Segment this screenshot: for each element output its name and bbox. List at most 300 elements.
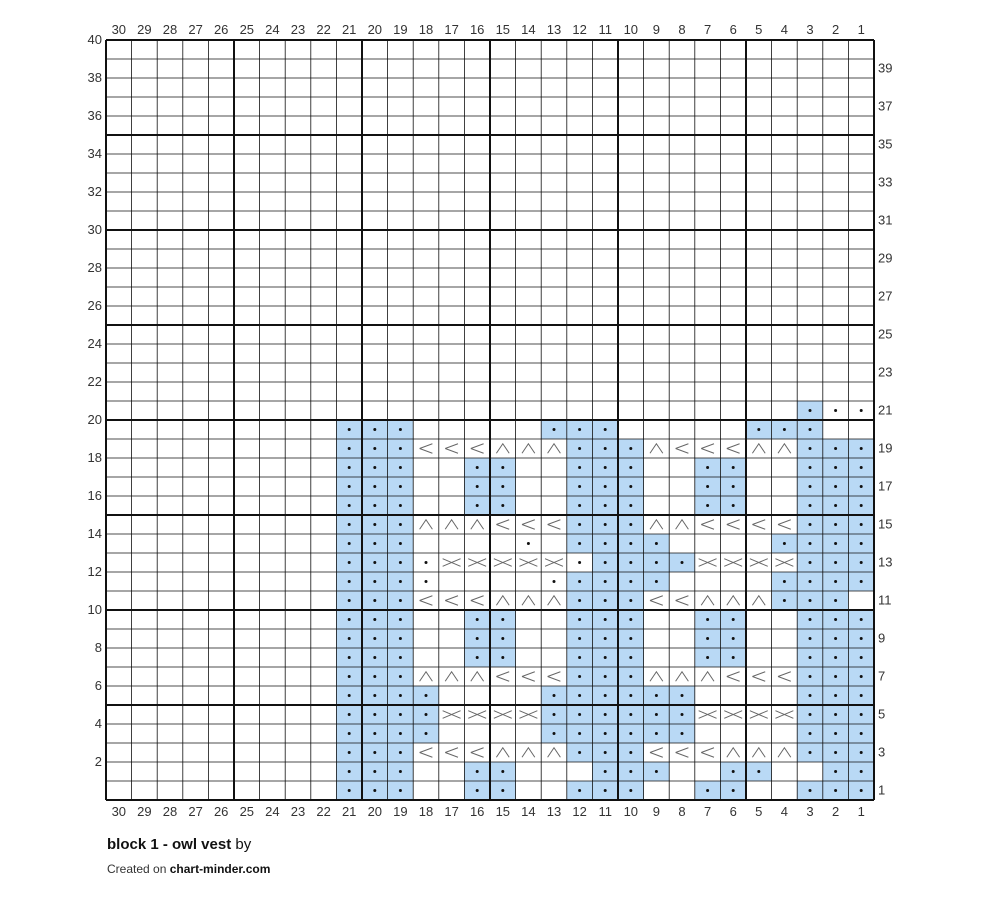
column-label-bottom: 3 [806,804,814,819]
purl-dot [860,770,863,773]
purl-dot [348,713,351,716]
purl-dot [476,504,479,507]
purl-dot [834,447,837,450]
purl-dot [834,713,837,716]
column-label-top: 25 [239,22,255,37]
chart-author-by: by [231,836,252,853]
purl-dot [629,523,632,526]
purl-dot [629,713,632,716]
purl-dot [809,675,812,678]
purl-dot [629,485,632,488]
column-label-bottom: 27 [188,804,203,819]
purl-dot [578,542,581,545]
purl-dot [373,542,376,545]
purl-dot [578,732,581,735]
credit-site-link[interactable]: chart-minder.com [169,862,271,876]
purl-dot [629,618,632,621]
purl-dot [348,694,351,697]
column-label-top: 10 [623,22,639,37]
row-label-odd: 39 [878,60,893,76]
purl-dot [706,485,709,488]
purl-dot [860,751,863,754]
column-label-bottom: 9 [652,804,661,819]
column-label-top: 30 [111,22,127,37]
row-label-even: 36 [87,108,102,123]
purl-dot [629,789,632,792]
purl-dot [578,580,581,583]
purl-dot [578,713,581,716]
column-label-top: 24 [265,22,280,37]
purl-dot [809,523,812,526]
column-label-top: 28 [162,22,178,37]
purl-dot [655,713,658,716]
purl-dot [834,409,837,412]
row-label-odd: 9 [878,630,886,646]
purl-dot [783,542,786,545]
purl-dot [604,599,607,602]
purl-dot [681,561,684,564]
column-label-bottom: 25 [239,804,255,819]
purl-dot [681,694,684,697]
chart-title: block 1 - owl vest [107,836,232,853]
purl-dot [578,428,581,431]
purl-dot [527,542,530,545]
purl-dot [348,618,351,621]
column-label-bottom: 5 [755,804,763,819]
row-label-odd: 17 [878,478,893,494]
row-label-odd: 25 [878,326,893,342]
purl-dot [629,542,632,545]
purl-dot [809,656,812,659]
column-label-top: 4 [780,22,789,37]
purl-dot [809,637,812,640]
purl-dot [553,694,556,697]
purl-dot [373,789,376,792]
purl-dot [399,599,402,602]
purl-dot [373,675,376,678]
purl-dot [732,656,735,659]
row-label-odd: 37 [878,98,893,114]
purl-dot [706,789,709,792]
row-label-even: 4 [94,716,102,731]
purl-dot [399,770,402,773]
purl-dot [860,485,863,488]
purl-dot [834,542,837,545]
column-label-bottom: 4 [780,804,789,819]
purl-dot [834,694,837,697]
purl-dot [629,561,632,564]
purl-dot [809,789,812,792]
purl-dot [501,504,504,507]
purl-dot [604,751,607,754]
column-label-bottom: 15 [495,804,511,819]
row-label-even: 30 [87,222,102,237]
purl-dot [348,447,351,450]
column-label-bottom: 28 [162,804,178,819]
purl-dot [578,561,581,564]
purl-dot [783,599,786,602]
purl-dot [834,675,837,678]
purl-dot [348,580,351,583]
purl-dot [809,504,812,507]
purl-dot [578,675,581,678]
purl-dot [399,675,402,678]
purl-dot [860,732,863,735]
purl-dot [732,770,735,773]
purl-dot [834,770,837,773]
purl-dot [578,637,581,640]
row-label-odd: 13 [878,554,893,570]
purl-dot [834,466,837,469]
purl-dot [476,618,479,621]
purl-dot [783,428,786,431]
column-label-bottom: 2 [831,804,840,819]
purl-dot [757,428,760,431]
column-label-top: 19 [393,22,408,37]
purl-dot [348,637,351,640]
purl-dot [373,504,376,507]
purl-dot [348,561,351,564]
purl-dot [629,732,632,735]
column-label-top: 20 [367,22,383,37]
row-label-odd: 35 [878,136,893,152]
column-label-top: 5 [755,22,763,37]
purl-dot [399,580,402,583]
purl-dot [604,656,607,659]
purl-dot [399,732,402,735]
purl-dot [629,656,632,659]
purl-dot [399,542,402,545]
purl-dot [399,656,402,659]
column-label-top: 14 [521,22,536,37]
purl-dot [476,770,479,773]
purl-dot [809,428,812,431]
column-label-bottom: 22 [316,804,331,819]
purl-dot [809,694,812,697]
purl-dot [399,618,402,621]
row-label-even: 28 [87,260,102,275]
credit-prefix: Created on [107,862,170,876]
purl-dot [604,542,607,545]
purl-dot [348,599,351,602]
column-label-bottom: 14 [521,804,536,819]
column-label-bottom: 29 [137,804,152,819]
column-label-top: 11 [598,22,612,37]
row-label-even: 8 [94,640,102,655]
purl-dot [860,656,863,659]
purl-dot [860,409,863,412]
purl-dot [399,523,402,526]
purl-dot [604,447,607,450]
column-label-top: 3 [806,22,814,37]
purl-dot [425,694,428,697]
column-label-top: 13 [546,22,562,37]
row-label-odd: 33 [878,174,893,190]
purl-dot [425,713,428,716]
purl-dot [604,713,607,716]
row-label-even: 32 [87,184,102,199]
row-label-odd: 29 [878,250,893,266]
purl-dot [655,732,658,735]
purl-dot [501,789,504,792]
column-label-bottom: 21 [341,804,357,819]
purl-dot [706,618,709,621]
purl-dot [373,523,376,526]
purl-dot [399,428,402,431]
row-label-odd: 15 [878,516,893,532]
purl-dot [399,789,402,792]
purl-dot [809,751,812,754]
purl-dot [604,789,607,792]
purl-dot [809,618,812,621]
purl-dot [373,732,376,735]
purl-dot [399,466,402,469]
purl-dot [860,542,863,545]
row-label-even: 2 [94,754,102,769]
purl-dot [834,751,837,754]
column-label-top: 26 [213,22,229,37]
purl-dot [809,561,812,564]
purl-dot [834,561,837,564]
purl-dot [655,561,658,564]
purl-dot [604,561,607,564]
purl-dot [732,485,735,488]
column-label-top: 6 [729,22,737,37]
purl-dot [809,409,812,412]
purl-dot [629,599,632,602]
purl-dot [501,485,504,488]
purl-dot [604,485,607,488]
purl-dot [783,580,786,583]
purl-dot [373,656,376,659]
row-label-even: 18 [87,450,102,465]
purl-dot [629,447,632,450]
purl-dot [834,618,837,621]
purl-dot [604,523,607,526]
column-label-bottom: 30 [111,804,127,819]
purl-dot [809,599,812,602]
row-label-odd: 21 [878,402,893,418]
purl-dot [604,504,607,507]
purl-dot [604,466,607,469]
column-label-top: 7 [703,22,712,37]
purl-dot [604,732,607,735]
column-label-bottom: 17 [444,804,459,819]
row-label-odd: 1 [878,782,886,798]
column-label-top: 8 [678,22,686,37]
purl-dot [604,675,607,678]
row-label-even: 22 [87,374,102,389]
purl-dot [348,732,351,735]
chart-title-line [107,836,270,853]
purl-dot [655,542,658,545]
purl-dot [476,656,479,659]
column-label-top: 9 [652,22,661,37]
row-label-even: 14 [87,526,102,541]
column-label-bottom: 7 [703,804,712,819]
purl-dot [578,656,581,659]
purl-dot [373,466,376,469]
purl-dot [373,447,376,450]
purl-dot [706,656,709,659]
purl-dot [757,770,760,773]
purl-dot [348,485,351,488]
purl-dot [732,789,735,792]
purl-dot [732,618,735,621]
purl-dot [629,637,632,640]
purl-dot [860,466,863,469]
purl-dot [809,485,812,488]
purl-dot [373,694,376,697]
column-label-top: 29 [137,22,152,37]
purl-dot [860,713,863,716]
purl-dot [553,713,556,716]
purl-dot [348,789,351,792]
purl-dot [399,447,402,450]
purl-dot [425,580,428,583]
column-label-bottom: 26 [213,804,229,819]
purl-dot [348,466,351,469]
purl-dot [834,732,837,735]
row-label-odd: 19 [878,440,893,456]
column-label-bottom: 23 [290,804,306,819]
column-label-bottom: 10 [623,804,639,819]
purl-dot [860,447,863,450]
column-label-bottom: 12 [572,804,587,819]
row-label-even: 10 [87,602,102,617]
column-label-top: 22 [316,22,331,37]
purl-dot [629,675,632,678]
row-label-even: 20 [87,412,102,427]
purl-dot [348,751,351,754]
purl-dot [629,580,632,583]
row-label-even: 24 [87,336,102,351]
purl-dot [578,466,581,469]
purl-dot [578,618,581,621]
column-label-bottom: 24 [265,804,280,819]
purl-dot [425,561,428,564]
purl-dot [655,694,658,697]
purl-dot [604,694,607,697]
column-label-bottom: 16 [469,804,485,819]
purl-dot [476,485,479,488]
purl-dot [860,561,863,564]
purl-dot [373,561,376,564]
purl-dot [373,599,376,602]
purl-dot [373,485,376,488]
purl-dot [553,732,556,735]
purl-dot [348,675,351,678]
column-label-bottom: 6 [729,804,737,819]
row-label-odd: 31 [878,212,893,228]
purl-dot [681,732,684,735]
purl-dot [706,466,709,469]
purl-dot [629,751,632,754]
purl-dot [834,485,837,488]
purl-dot [399,751,402,754]
purl-dot [655,770,658,773]
purl-dot [399,694,402,697]
column-label-bottom: 20 [367,804,383,819]
row-label-odd: 23 [878,364,893,380]
purl-dot [706,504,709,507]
purl-dot [809,580,812,583]
purl-dot [629,694,632,697]
purl-dot [399,637,402,640]
purl-dot [834,789,837,792]
purl-dot [578,523,581,526]
purl-dot [834,580,837,583]
purl-dot [373,637,376,640]
purl-dot [578,789,581,792]
purl-dot [501,618,504,621]
purl-dot [681,713,684,716]
row-label-odd: 3 [878,744,886,760]
column-label-bottom: 19 [393,804,408,819]
purl-dot [501,656,504,659]
purl-dot [578,447,581,450]
row-label-even: 6 [94,678,102,693]
column-label-bottom: 11 [598,804,612,819]
purl-dot [348,504,351,507]
column-label-top: 2 [831,22,840,37]
row-label-odd: 7 [878,668,886,684]
column-label-top: 16 [469,22,485,37]
column-label-top: 17 [444,22,459,37]
purl-dot [860,675,863,678]
purl-dot [860,789,863,792]
purl-dot [629,770,632,773]
column-label-bottom: 18 [418,804,434,819]
purl-dot [604,770,607,773]
purl-dot [373,428,376,431]
purl-dot [373,751,376,754]
row-label-even: 26 [87,298,102,313]
purl-dot [501,770,504,773]
purl-dot [629,504,632,507]
column-label-top: 15 [495,22,511,37]
purl-dot [348,656,351,659]
purl-dot [629,466,632,469]
purl-dot [732,504,735,507]
purl-dot [578,504,581,507]
purl-dot [399,504,402,507]
purl-dot [860,694,863,697]
row-label-odd: 5 [878,706,886,722]
purl-dot [834,656,837,659]
purl-dot [809,466,812,469]
purl-dot [860,504,863,507]
purl-dot [553,580,556,583]
purl-dot [860,580,863,583]
row-label-even: 38 [87,70,102,85]
row-label-even: 16 [87,488,102,503]
column-label-top: 12 [572,22,587,37]
purl-dot [706,637,709,640]
purl-dot [860,637,863,640]
column-label-top: 18 [418,22,434,37]
purl-dot [399,561,402,564]
purl-dot [604,580,607,583]
purl-dot [348,523,351,526]
purl-dot [578,599,581,602]
purl-dot [373,770,376,773]
purl-dot [348,428,351,431]
purl-dot [476,637,479,640]
purl-dot [501,637,504,640]
row-label-even: 40 [87,32,102,47]
chart-footer [107,836,270,876]
